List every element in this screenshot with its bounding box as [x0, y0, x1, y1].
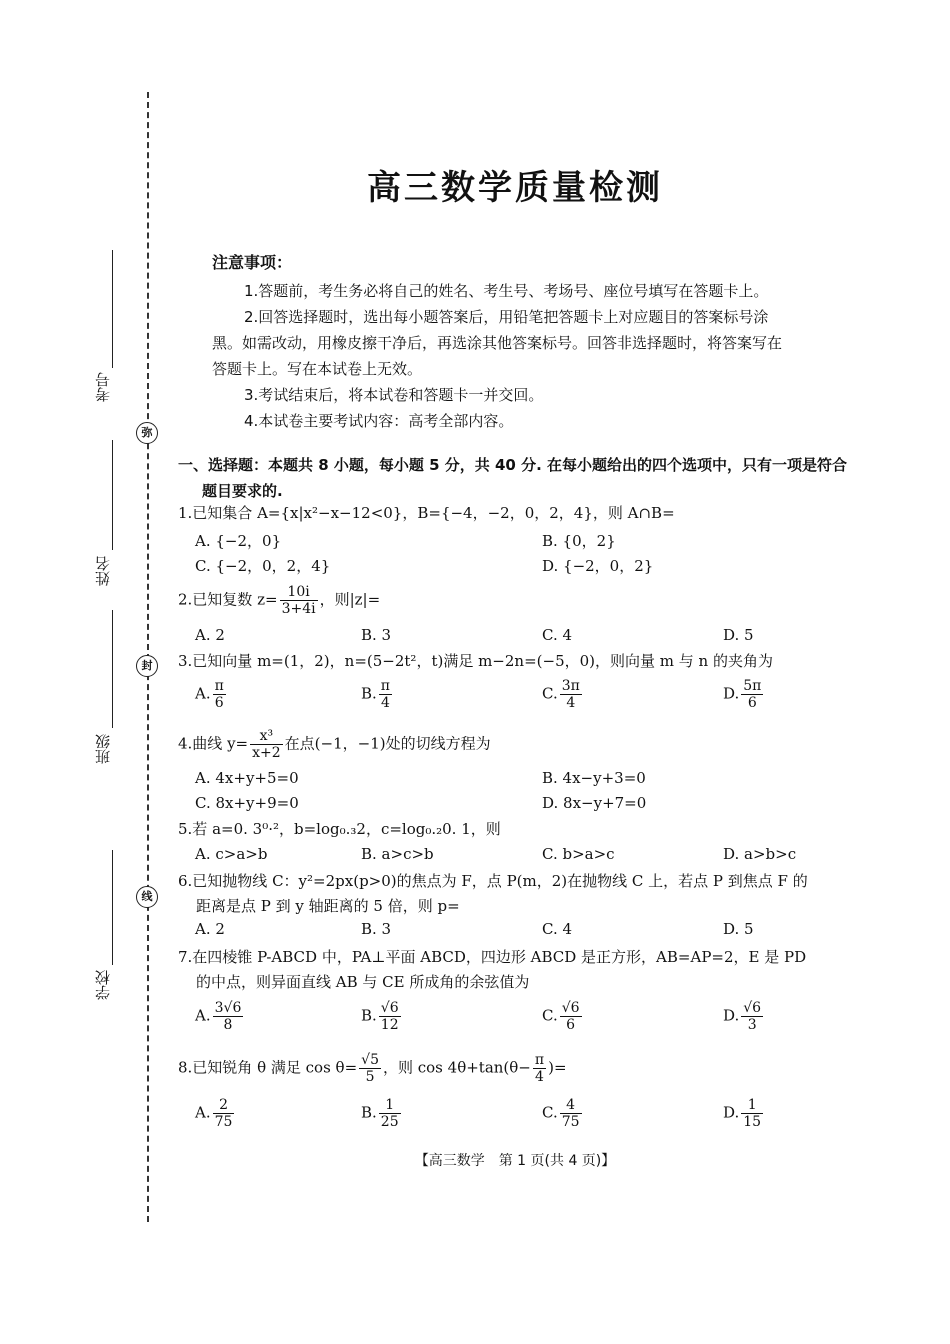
notice-item: 2.回答选择题时，选出每小题答案后，用铅笔把答题卡上对应题目的答案标号涂	[244, 308, 769, 326]
stem-text: ，则 cos 4θ+tan(θ−	[382, 1058, 531, 1077]
fraction-numerator: 10i	[280, 584, 318, 601]
question-stem: 6.已知抛物线 C：y²=2px(p>0)的焦点为 F，点 P(m，2)在抛物线 C 上，若点 P 到焦点 F 的	[178, 872, 808, 890]
seal-mark-xian: 线	[136, 886, 158, 908]
exam-number-line	[112, 250, 113, 368]
fraction-denominator: 6	[747, 695, 757, 711]
option-d: D. {−2，0，2}	[542, 557, 654, 575]
fraction-denominator: 3	[747, 1017, 757, 1033]
notice-item: 黑。如需改动，用橡皮擦干净后，再选涂其他答案标号。回答非选择题时，将答案写在	[212, 334, 783, 352]
option-a	[195, 1000, 245, 1033]
fraction	[379, 1000, 401, 1033]
fraction-numerator: 1	[741, 1097, 763, 1114]
option-b: B. 3	[361, 920, 392, 938]
option-label: C.	[542, 1006, 558, 1025]
option-label: B.	[361, 1103, 377, 1122]
option-d: D. 5	[723, 626, 754, 644]
option-b	[361, 678, 394, 711]
option-c: C. 8x+y+9=0	[195, 794, 299, 812]
option-b: B. 3	[361, 626, 392, 644]
question-stem: 7.在四棱锥 P-ABCD 中，PA⊥平面 ABCD，四边形 ABCD 是正方形，AB=AP=2，E 是 PD	[178, 948, 807, 966]
stem-text: )=	[548, 1058, 567, 1077]
question-stem: 1.已知集合 A={x|x²−x−12<0}，B={−4，−2，0，2，4}，则 A∩B=	[178, 504, 675, 522]
fraction	[560, 1000, 582, 1033]
fraction-denominator: 75	[214, 1114, 233, 1130]
fraction	[533, 1052, 546, 1085]
option-c: C. {−2，0，2，4}	[195, 557, 331, 575]
option-a: A. 4x+y+5=0	[195, 769, 299, 787]
fraction-denominator: 25	[380, 1114, 399, 1130]
question-stem: 3.已知向量 m=(1，2)，n=(5−2t²，t)满足 m−2n=(−5，0)，则向量 m 与 n 的夹角为	[178, 652, 773, 670]
option-b: B. 4x−y+3=0	[542, 769, 646, 787]
fraction	[741, 678, 763, 711]
option-label: C.	[542, 684, 558, 703]
option-label: D.	[723, 1006, 740, 1025]
question-8	[178, 1052, 868, 1085]
stem-text: 8.已知锐角 θ 满足 cos θ=	[178, 1058, 358, 1077]
option-d: D. a>b>c	[723, 845, 797, 863]
fraction-denominator: x+2	[252, 745, 281, 761]
stem-text: ，则|z|=	[319, 590, 381, 609]
option-label: D.	[723, 1103, 740, 1122]
question-stem	[178, 728, 868, 761]
fraction-numerator: x³	[250, 728, 283, 745]
option-a: A. 2	[195, 920, 225, 938]
notice-item: 答题卡上。写在本试卷上无效。	[212, 360, 423, 378]
notice-heading: 注意事项：	[212, 253, 293, 272]
fraction	[213, 1000, 244, 1033]
exam-number-label: 考号	[94, 372, 112, 402]
fraction-numerator: 3π	[561, 678, 580, 694]
fraction-denominator: 12	[380, 1017, 399, 1033]
option-a	[195, 1097, 236, 1130]
option-c: C. 4	[542, 626, 573, 644]
fraction-denominator: 8	[223, 1017, 233, 1033]
notice-item: 4.本试卷主要考试内容：高考全部内容。	[244, 412, 514, 430]
stem-text: 4.曲线 y=	[178, 734, 249, 753]
name-line	[112, 440, 113, 550]
seal-mark-mi: 弥	[136, 422, 158, 444]
question-6	[178, 869, 868, 919]
name-label: 姓名	[94, 556, 112, 586]
fraction-denominator: 4	[380, 695, 390, 711]
option-label: A.	[195, 684, 211, 703]
option-a	[195, 678, 228, 711]
fraction-numerator: √5	[361, 1052, 379, 1068]
section-heading-line: 题目要求的.	[202, 482, 283, 500]
fraction	[560, 678, 582, 711]
fraction	[250, 728, 283, 761]
option-d: D. 8x−y+7=0	[542, 794, 647, 812]
notice-item: 1.答题前，考生务必将自己的姓名、考生号、考场号、座位号填写在答题卡上。	[244, 282, 769, 300]
question-4	[178, 728, 868, 761]
question-stem-continued: 的中点，则异面直线 AB 与 CE 所成角的余弦值为	[196, 973, 530, 991]
fraction-numerator: 5π	[743, 678, 762, 694]
question-3	[178, 649, 868, 674]
fraction	[560, 1097, 582, 1130]
option-c	[542, 678, 584, 711]
page-footer: 【高三数学 第 1 页(共 4 页)】	[414, 1153, 616, 1169]
fraction-numerator: √6	[380, 1000, 399, 1016]
fraction	[213, 1097, 235, 1130]
fraction	[280, 584, 318, 617]
option-d	[723, 678, 765, 711]
question-stem	[178, 584, 868, 617]
notice-item: 3.考试结束后，将本试卷和答题卡一并交回。	[244, 386, 544, 404]
fraction	[741, 1097, 763, 1130]
fraction	[359, 1052, 381, 1085]
fraction-numerator: √6	[561, 1000, 580, 1016]
option-d: D. 5	[723, 920, 754, 938]
fraction-numerator: 2	[213, 1097, 235, 1114]
fraction-numerator: π	[534, 1052, 545, 1068]
fraction-denominator: 75	[561, 1114, 580, 1130]
fraction-numerator: π	[380, 678, 390, 694]
option-d	[723, 1000, 765, 1033]
fraction-denominator: 4	[566, 695, 576, 711]
option-label: C.	[542, 1103, 558, 1122]
fraction-denominator: 15	[743, 1114, 762, 1130]
option-d	[723, 1097, 765, 1130]
option-label: D.	[723, 684, 740, 703]
option-b	[361, 1097, 403, 1130]
question-2	[178, 584, 868, 617]
option-label: B.	[361, 684, 377, 703]
fraction-denominator: 6	[566, 1017, 576, 1033]
option-a: A. c>a>b	[195, 845, 268, 863]
option-label: A.	[195, 1006, 211, 1025]
fraction	[379, 678, 392, 711]
section-heading	[178, 452, 858, 504]
fraction-denominator: 3+4i	[281, 601, 316, 617]
fraction	[379, 1097, 401, 1130]
fraction-numerator: 1	[379, 1097, 401, 1114]
school-label: 学校	[94, 970, 112, 1000]
option-label: B.	[361, 1006, 377, 1025]
option-b: B. a>c>b	[361, 845, 434, 863]
fraction-numerator: 4	[560, 1097, 582, 1114]
notice-block	[212, 250, 832, 434]
class-label: 班级	[94, 734, 112, 764]
option-c: C. 4	[542, 920, 573, 938]
seal-mark-feng: 封	[136, 655, 158, 677]
option-b: B. {0，2}	[542, 532, 616, 550]
question-1	[178, 501, 868, 526]
question-stem	[178, 1052, 868, 1085]
option-c	[542, 1097, 584, 1130]
page-title: 高三数学质量检测	[367, 168, 663, 208]
fraction-denominator: 4	[535, 1069, 544, 1085]
stem-text: 在点(−1，−1)处的切线方程为	[284, 734, 491, 753]
fraction	[741, 1000, 763, 1033]
option-c: C. b>a>c	[542, 845, 615, 863]
option-a: A. 2	[195, 626, 225, 644]
section-heading-line: 一、选择题：本题共 8 小题，每小题 5 分，共 40 分. 在每小题给出的四个选项中，只有一项是符合	[178, 456, 848, 474]
option-b	[361, 1000, 403, 1033]
option-label: A.	[195, 1103, 211, 1122]
question-stem-continued: 距离是点 P 到 y 轴距离的 5 倍，则 p=	[196, 897, 460, 915]
stem-text: 2.已知复数 z=	[178, 590, 278, 609]
question-7	[178, 945, 868, 995]
question-stem: 5.若 a=0. 3⁰·²，b=log₀.₃2，c=log₀.₂0. 1，则	[178, 820, 501, 838]
fraction-denominator: 6	[214, 695, 224, 711]
fraction-denominator: 5	[365, 1069, 375, 1085]
fraction-numerator: 3√6	[214, 1000, 242, 1016]
question-5	[178, 817, 868, 842]
option-c	[542, 1000, 584, 1033]
option-a: A. {−2，0}	[195, 532, 282, 550]
fraction-numerator: π	[214, 678, 224, 694]
fraction-numerator: √6	[743, 1000, 762, 1016]
class-line	[112, 610, 113, 728]
fraction	[213, 678, 226, 711]
school-line	[112, 850, 113, 965]
